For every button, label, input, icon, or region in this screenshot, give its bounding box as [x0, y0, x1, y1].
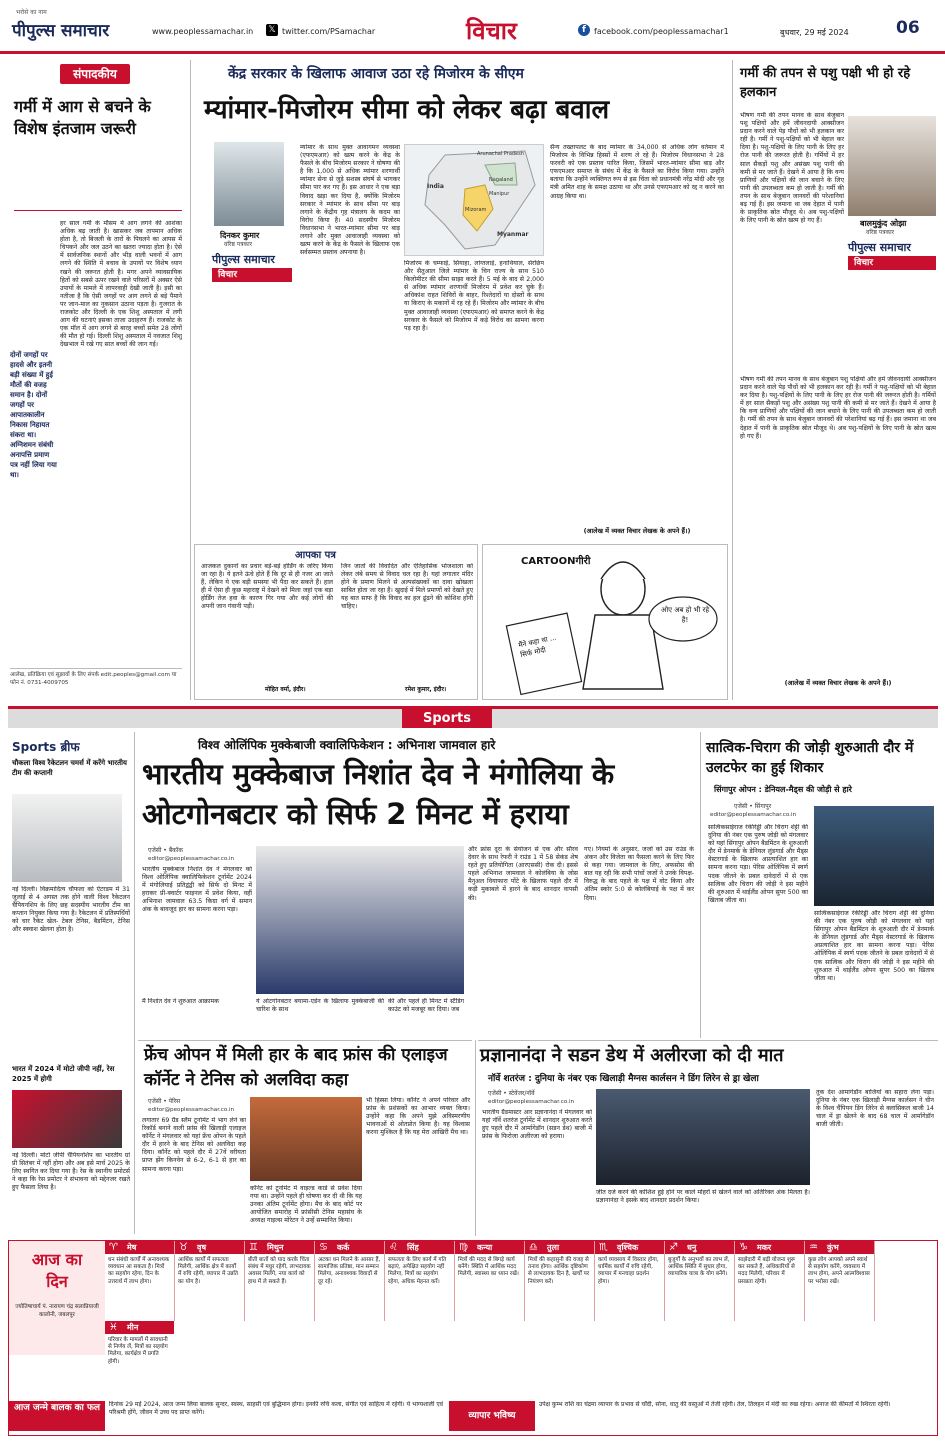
zodiac-text: परिवार के मामलों में सावधानी से निर्णय लें, मित्रों का सहयोग मिलेगा, कार्यक्षेत्र में प्रगति होगी। — [108, 1337, 168, 1365]
zodiac-vrishabh — [175, 1241, 245, 1321]
zodiac-makar — [735, 1241, 805, 1321]
boxing-place: बैंकॉक — [168, 847, 183, 854]
badminton-headline: सात्विक-चिराग की जोड़ी शुरुआती दौर में उलटफेर का हुई शिकार — [706, 740, 914, 776]
trade-text: उपेक्ष कुम्भ राशि का चंद्रमा व्यापार के प्रभाव से चाँदी, सोना, धातु की वस्तुओं में तेजी रहेगी। तेल, तिलहन में मंदी का रुख रहेगा। अनाज की कीमतों में स्थिरता रहेगी। — [539, 1401, 891, 1408]
letters-label: आपका पत्र — [295, 550, 336, 561]
editorial-side-quote: दोनों जगहों पर हादसे और इतनी बड़ी संख्या में हुई मौतों की वजह समान है। दोनों जगहों पर आपातकालीन निकास निहायत संकरा था। अग्निशमन संबंधी अनापत्ति प्रमाण पत्र नहीं लिया गया था। — [10, 351, 57, 479]
twitter-link[interactable]: twitter.com/PSamachar — [282, 27, 376, 36]
zodiac-vrishchik — [595, 1241, 665, 1321]
chess-email: editor@peoplessamachar.co.in — [488, 1099, 575, 1105]
aries-icon: ♈ — [109, 1242, 118, 1253]
birthday-label: आज जन्मे बालक का फल — [9, 1401, 105, 1431]
article-headline: म्यांमार-मिजोरम सीमा को लेकर बढ़ा बवाल — [204, 95, 610, 125]
date-text: बुधवार, 29 मई 2024 — [780, 28, 849, 37]
editorial-label: संपादकीय — [60, 64, 130, 84]
chess-agency: एजेंसी • स्टेवेंजर/नॉर्वे — [488, 1090, 535, 1097]
tennis-body-3: भी हिस्सा लिया। कॉर्नेट ने अपने परिवार और फ्रांस के प्रशंसकों का आभार व्यक्त किया। उन्होंने कहा कि अपने मुझे अविस्मरणीय भावनाओं से ओतप्रोत किया है। यह विश्वास करना मुश्किल है कि यह मेरा आखिरी मैच था। — [366, 1097, 470, 1137]
column-rule — [134, 732, 135, 1234]
zodiac-kark — [315, 1241, 385, 1321]
website-link[interactable]: www.peoplessamachar.in — [152, 27, 254, 36]
letters-section — [194, 544, 478, 700]
right-article-body-cont: भीषण गर्मी की तपन मानव के साथ बेजुबान पशु पक्षियों और हमें जीवनदायी आक्सीजन प्रदान करने वाले पेड़ पौधों को भी हलकान कर रही है। गर्मी ने पशु-पक्षियों को भी बेहाल कर दिया है। पशु-पक्षियों के लिए पानी के लिए हर रोज पानी की जरूरत होती है। गर्मियों में हर साल सैकड़ों पशु और असंख्य पशु पानी की कमी से मर जाते हैं। देखने में आया है कि वन्य प्राणियों और पक्षियों की जान बचाने के लिए पानी की उपलब्धता कम हो जाती है। गर्मी की तपन के साथ बेजुबान जानवरों की परेशानियां बढ़ गई हैं। इस जमाना था जब देहात में पानी के प्राकृतिक स्रोत मौजूद थे। अब पशु-पक्षियों के लिए पानी के स्रोत खत्म हो गए हैं। — [740, 376, 936, 440]
cartoon-label: CARTOONगीरी — [521, 556, 591, 567]
sagittarius-icon: ♐ — [669, 1242, 678, 1253]
tennis-body: लगातार 69 ग्रैंड स्लैम टूर्नामेंट में भाग लेने का रिकॉर्ड बनाने वाली फ्रांस की खिलाड़ी एलाइज कॉर्नेट ने मंगलवार को यहां फ्रेंच ओपन के पहले दौर में हारने के बाद टेनिस को अलविदा कह दिया। कॉर्नेट को पहले दौर में 27वें वरीयता प्राप्त झेंग किनवेन से 6-2, 6-1 से हार का सामना करना पड़ा। — [142, 1117, 246, 1173]
zodiac-text: सफलता के लिए कार्य में गति बढ़ाएं, अपेक्षित सहयोग नहीं मिलेगा, मित्रों का सहयोग रहेगा, अधिक मेहनत करें। — [388, 1257, 447, 1285]
boxing-headline: भारतीय मुक्केबाज निशांत देव ने मंगोलिया के ओटगोनबटार को सिर्फ 2 मिनट में हराया — [142, 757, 615, 831]
brief-1-body: नई दिल्ली। विक्रमादित्य चौफला को ऐंटरडम में 31 जुलाई से 4 अगस्त तक होने वाली विश्व रैकेटलन चैंपियनशिप के लिए छह सदस्यीय भारतीय टीम का कप्तान नियुक्त किया गया है। रैकेटलन में प्रतिस्पर्धियों को चार रैकेट खेल- टेबल टेनिस, बैडमिंटन, टेनिस और स्क्वाश खेलना होता है। — [12, 886, 130, 934]
zodiac-name: वृष — [197, 1243, 207, 1252]
column-rule — [700, 732, 701, 1038]
capricorn-icon: ♑ — [739, 1242, 748, 1253]
chess-body: भारतीय ग्रैंडमास्टर आर प्रज्ञानानंदा ने मंगलवार को यहां नॉर्वे शतरंज टूर्नामेंट में शानदार शुरुआत करते हुए पहले दौर में आर्मागेडॉन (सडन डेथ) बाजी में फ्रांस के फिरोजा अलीरजा को हराया। — [482, 1109, 592, 1141]
mizoram-map — [405, 145, 543, 255]
zodiac-name: कर्क — [337, 1243, 350, 1252]
chess-headline: प्रज्ञानानंदा ने सडन डेथ में अलीरजा को दी मात — [480, 1045, 784, 1066]
tennis-agency-name: एजेंसी — [148, 1098, 162, 1105]
map-label-arunachal: Arunachal Pradesh — [477, 151, 524, 157]
brief-2-title: भारत में 2024 में मोटो जीपी नहीं, रेस 2025 में होगी — [12, 1065, 115, 1083]
boxing-agency: एजेंसी • बैंकॉक — [148, 847, 183, 854]
badminton-agency: एजेंसी • सिंगापुर — [734, 803, 772, 810]
brief-1-title: चौकला विश्व रैकेटलन चमर्स में करेंगे भारतीय टीम की कप्तानी — [12, 759, 127, 777]
zodiac-text: साझेदारी में बड़ी योजना शुरू कर सकते हैं, अधिकारियों से मदद मिलेगी, परिवार में प्रसन्नता रहेगी। — [738, 1257, 796, 1285]
zodiac-text: आर्थिक कार्यों में सफलता मिलेगी, आर्थिक क्षेत्र में कार्यों में रुचि रहेगी, व्यापार में उन्नति का योग है। — [178, 1257, 238, 1285]
right-article-title: गर्मी की तपन से पशु पक्षी भी हो रहे हलकान — [740, 66, 911, 100]
gemini-icon: ♊ — [249, 1242, 258, 1253]
main-article — [194, 60, 729, 540]
tennis-place: पेरिस — [168, 1098, 181, 1105]
boxing-col-3: गए। नियमों के अनुसार, जजों को उस राउंड के अंकन और विजेता का फैसला करने के लिए फिर से कहा गया। जामवाल के लिए, अफसोस की बात यह रही कि सभी पांचों जजों ने उनके विपक्ष-विरुद्ध के बाद पहले के पक्ष में वोट किया और अंतिम स्कोर 5:0 से कोलंबियाई के पक्ष में कर दिया। — [584, 846, 694, 902]
chess-body-3: तुक देश आमागेडॉन बाजियों का सहारा लेना पड़ा। दुनिया के नंबर एक खिलाड़ी मैग्नस कार्लसन ने चीन के विश्व चैंपियन डिंग लिरेन से क्लासिकल बाजी 14 चाल में ड्रा खेलने के बाद 68 चाल में आर्मागेडॉन बाजी जीती। — [816, 1089, 934, 1129]
cartoon-bubble-text: ओए अब हो भी रहे है! — [660, 606, 710, 624]
column-rule — [475, 1040, 476, 1236]
leo-icon: ♌ — [389, 1242, 398, 1253]
facebook-link[interactable]: facebook.com/peoplessamachar1 — [594, 27, 729, 36]
article-footnote: (आलेख में व्यक्त विचार लेखक के अपने हैं।) — [583, 527, 691, 535]
letter-1: आजकल दुकानों का प्रचार बड़े-बड़े होर्डिंग के जरिए किया जा रहा है। ये इतने ऊंचे होते हैं कि दूर से ही नजर आ जाते हैं, लेकिन ये एक बड़ी समस्या भी पैदा कर सकते हैं। हाल ही में ऐसा ही कुछ महाराष्ट्र में देखने को मिला जहां एक बड़ा होर्डिंग तेज हवा के कारण गिर गया और कई लोगों की अपनी जान गंवानी पड़ी। — [201, 563, 333, 611]
horoscope-title: आज का दिन — [31, 1250, 83, 1291]
boxing-article — [138, 732, 698, 1038]
map-figure — [404, 144, 544, 256]
boxing-kicker: विश्व ओलिंपिक मुक्केबाजी क्वालिफिकेशन : अभिनाश जामवाल हारे — [198, 738, 496, 752]
zodiac-text: बुजुर्गों के अनुभवों का लाभ लें, आर्थिक स्थिति में सुधार होगा, व्यापारिक यात्रा के योग बनेंगे। — [668, 1257, 730, 1278]
right-article-body: भीषण गर्मी की तपन मानव के साथ बेजुबान पशु पक्षियों और हमें जीवनदायी आक्सीजन प्रदान करने वाले पेड़ पौधों को भी हलकान कर रही है। गर्मी ने पशु-पक्षियों को भी बेहाल कर दिया है। पशु-पक्षियों के लिए पानी के लिए हर रोज पानी की जरूरत होती है। गर्मियों में हर साल सैकड़ों पशु और असंख्य पशु पानी की कमी से मर जाते हैं। देखने में आया है कि वन्य प्राणियों और पक्षियों की जान बचाने के लिए पानी की उपलब्धता कम हो जाती है। गर्मी की तपन के साथ बेजुबान जानवरों की परेशानियां बढ़ गई हैं। इस जमाना था जब देहात में पानी के प्राकृतिक स्रोत मौजूद थे। अब पशु-पक्षियों के लिए पानी के स्रोत खत्म हो गए हैं। — [740, 112, 844, 225]
boxing-photo — [256, 846, 464, 994]
zodiac-tula — [525, 1241, 595, 1321]
horoscope-section — [8, 1240, 938, 1436]
zodiac-name: मेष — [127, 1243, 137, 1252]
cartoon-box — [482, 544, 728, 700]
logo-tag: भरोसे का नाम — [16, 9, 47, 16]
brand-logo-small: पीपुल्स समाचार — [212, 253, 275, 266]
zodiac-name: मकर — [757, 1243, 772, 1252]
column-rule — [190, 60, 191, 700]
badminton-body: सात्विकसाईराज रंकीरेड्डी और चिराग शेट्टी की दुनिया की नंबर एक पुरुष जोड़ी को मंगलवार को यहां सिंगापुर ओपन बैडमिंटन के शुरुआती दौर में डेनमार्क के डेनियल लुंडगार्ड और मैड्स वेस्टरगार्ड के खिलाफ अप्रत्याशित हार का सामना करना पड़ा। पेरिस ओलिंपिक में स्वर्ण पदक जीतने के प्रबल दावेदारों में से एक सात्विक और चिराग की जोड़ी ने इस महीने की शुरुआत में थाईलैंड ओपन सुपर 500 का खिताब जीता था। — [708, 824, 808, 904]
author-name: दिनकर कुमार — [220, 231, 260, 240]
letter-2: जिन जातों की विवादित और ऐतिहासिक भोजशाला को लेकर लंबे समय से विवाद चल रहा है। यहां लगातार मंदिर होने के प्रमाण मिलने से अल्पसंख्यकों का दावा खोखला साबित होता जा रहा है। खुदाई में मिले प्रमाणों को देखते हुए यह बात साफ है कि विवाद का हल ढूंढने की कोशिश होनी चाहिए। — [341, 563, 473, 611]
badminton-article — [704, 732, 938, 1038]
map-label-manipur: Manipur — [489, 191, 510, 197]
sports-banner — [8, 706, 938, 728]
map-label-mizoram: Mizoram — [465, 207, 487, 213]
zodiac-text: अटका धन मिलने के आसार हैं, सामाजिक प्रतिष्ठा, मान सम्मान मिलेगा, अनावश्यक विवादों से दूर रहें। — [318, 1257, 381, 1285]
zodiac-kumbh — [805, 1241, 875, 1321]
zodiac-text: बीती बातों को याद करके चिंता संबंध में मधुर रहेगी, लाभदायक अवसर मिलेंगे, नया कार्य को हाथ में ले सकते हैं। — [248, 1257, 311, 1285]
zodiac-text: कुछ लोग आपको अपने स्वार्थ से सहयोग करेंगे, व्यवसाय में लाभ होगा, अपने आत्मविश्वास पर भरोसा रखें। — [808, 1257, 870, 1285]
vichar-badge: विचार — [212, 268, 292, 282]
brief-2-body: नई दिल्ली। मोटो जीपी चैंपियनशिप का भारतीय ग्रां प्री सितंबर में नहीं होगा और अब इसे मार्च 2025 के लिए स्थगित कर दिया गया है। रेस के स्थानीय प्रमोटर्स ने कहा कि रेस प्रमोटर ने संभावना को मद्देनजर रखते हुए फैसला लिया है। — [12, 1152, 130, 1192]
zodiac-name: तुला — [547, 1243, 560, 1252]
boxing-col-2: और फ्रांस दूरा के सेयोजन से एक और सौरव देवार के साथ रेफरी ने राउंड 1 में 58 सेकंड शेष रहते हुए प्रतियोगिता (आरएससी) रोक दी। इससे पहले अभिनाश जामवाल ने कोलंबिया के जोस मैनुअल वियाफारा पोंटे के खिलाफ पहले दौर में कड़ी मुकाबले में हारने के बाद शानदार वापसी की। — [468, 846, 578, 902]
map-label-nagaland: Nagaland — [489, 177, 513, 183]
boxing-col-2b: मैं निशांत देव ने शुरुआत आक्रामक — [142, 998, 219, 1005]
badminton-photo — [814, 806, 934, 906]
map-label-india: India — [427, 183, 444, 190]
badminton-subhead: सिंगापुर ओपन : डेनियल-मैड्स की जोड़ी से हारे — [714, 785, 852, 794]
logo-text: पीपुल्स समाचार — [12, 21, 110, 41]
zodiac-text: धन संबंधी कार्यों में अनावश्यक व्यवधान आ सकता है। मित्रों का सहयोग रहेगा, दिन के उत्तरार्ध में लाभ होगा। — [108, 1257, 170, 1285]
brief-2-photo — [12, 1090, 122, 1148]
boxing-email: editor@peoplessamachar.co.in — [148, 856, 235, 862]
zodiac-text: मित्रों की कहासुनी की वजह से तनाव होगा। आर्थिक दृष्टिकोण से लाभदायक दिन है, खर्चों पर नियंत्रण करें। — [528, 1257, 590, 1285]
masthead — [0, 0, 945, 54]
badminton-email: editor@peoplessamachar.co.in — [710, 812, 797, 818]
editorial-section — [8, 60, 186, 700]
zodiac-name: मीन — [127, 1323, 139, 1332]
logo — [12, 18, 109, 41]
right-article — [736, 60, 938, 700]
page-number: 06 — [896, 18, 920, 38]
facebook-icon: f — [578, 24, 590, 36]
zodiac-mithun — [245, 1241, 315, 1321]
tennis-agency: एजेंसी • पेरिस — [148, 1098, 181, 1105]
author-role: वरिष्ठ पत्रकार — [866, 229, 895, 236]
zodiac-name: सिंह — [407, 1243, 419, 1252]
badminton-agency-name: एजेंसी — [734, 803, 748, 810]
boxing-caption: ये ओटगोनबटार बयामा-एर्डेन के खिलाफ मुक्केबाजी की चारिश के साथ — [256, 998, 384, 1014]
sports-label: Sports — [402, 709, 492, 728]
zodiac-name: कन्या — [477, 1243, 493, 1252]
article-column-1: म्यांमार के साथ मुक्त आवागमन व्यवस्था (एफएमआर) को खत्म करने के केंद्र के फैसले के बीच मिजोरम सरकार ने घोषणा की है कि 1,000 से अधिक म्यांमार शरणार्थी म्यांमार सेना से जुड़े सशस्त्र संघर्ष से भागकर सीमा पार कर गए हैं। इस आधार ने एक बड़ा विवाद खड़ा कर दिया है, क्योंकि मिजोरम सरकार ने म्यांमार के साथ सीमा पर बाड़ लगाने के केंद्रीय गृह मंत्रालय के कदम का विरोध किया है। 40 सदस्यीय मिजोरम विधानसभा ने भारत-म्यांमार सीमा पर बाड़ लगाने और मुक्त आवाजाही व्यवस्था को खत्म करने के केंद्र के फैसले के खिलाफ एक सर्वसम्मत प्रस्ताव अपनाया है। — [300, 144, 400, 257]
column-rule — [732, 60, 733, 700]
editorial-body: हर साल गर्मी के मौसम में आग लगने की आशंका अधिक बढ़ जाती है। खासकर जब तापमान अधिक होता है, तो बिजली के तारों के पिघलने का आपस में चिपकने और जल उठने का खतरा ज्यादा होता है। ऐसे में सार्वजनिक स्थानों और भीड़ वाली भवनों में आग लगने की स्थिति में बचाव के उपायों पर विशेष ध्यान रखने की जरूरत होती है। मगर अपने व्यावसायिक हितों को सबसे ऊपर रखने वाले परिसरों में अक्सर ऐसे उपायों के मामले में लापरवाही देखी जाती है। इसी का नतीजा है कि ऐसी जगहों पर आग लगने से बड़े पैमाने पर जान-माल का नुकसान उठाना पड़ता है। गुजरात के राजकोट और दिल्ली के एक शिशु अस्पताल में लगी आग की घटनाएं इसका ताजा उदाहरण हैं। राजकोट के एक मॉल में आग लगने से बारह बच्चों समेत 28 लोगों की मौत हो गई। दिल्ली शिशु अस्पताल में नवजात शिशु देखभाल में रखे गए सात बच्चों की जान गई। — [60, 220, 182, 349]
right-article-footnote: (आलेख में व्यक्त विचार लेखक के अपने हैं।) — [784, 679, 892, 687]
sports-brief — [8, 732, 132, 1234]
boxing-agency-name: एजेंसी — [148, 847, 162, 854]
author-photo — [848, 116, 936, 216]
brand-logo-small: पीपुल्स समाचार — [848, 241, 911, 254]
editorial-title: गर्मी में आग से बचने के विशेष इंतजाम जरूरी — [14, 97, 151, 138]
zodiac-text: मित्रों की मदद से बिगड़े कार्य बनेंगे। स्थिति में आर्थिक मदद मिलेगी, स्वास्थ्य का ध्यान रखें। — [458, 1257, 519, 1278]
libra-icon: ♎ — [529, 1242, 538, 1253]
chess-article — [478, 1040, 938, 1236]
zodiac-dhanu — [665, 1241, 735, 1321]
tennis-email: editor@peoplessamachar.co.in — [148, 1107, 235, 1113]
author-photo — [214, 142, 284, 226]
pisces-icon: ♓ — [109, 1322, 118, 1333]
zodiac-name: धनु — [687, 1243, 697, 1252]
trade-label: व्यापार भविष्य — [449, 1401, 535, 1431]
astrologer-credit: ज्योतिषाचार्य पं. नारायण चंद्र सलाप्रियाजी कालोनी, जबलपुर — [15, 1304, 99, 1318]
zodiac-name: कुंभ — [827, 1243, 839, 1252]
brief-1-photo — [12, 794, 122, 882]
author-role: वरिष्ठ पत्रकार — [224, 241, 253, 248]
horoscope-title-box — [9, 1241, 105, 1355]
tennis-article — [138, 1040, 472, 1236]
editorial-footer: आलेख, प्रतिक्रिया एवं सुझावों के लिए संपर्क edit.peoples@gmail.com या फोन नं. 0731-4009705 — [10, 668, 182, 687]
zodiac-meen — [105, 1321, 174, 1401]
scorpio-icon: ♏ — [599, 1242, 608, 1253]
chess-place: स्टेवेंजर/नॉर्वे — [508, 1090, 535, 1097]
boxing-caption-2: की और पहले ही मिनट में स्टैंडिंग काउंट को मजबूर कर दिया। जब — [388, 998, 464, 1014]
cartoon-sign-text: मैंने कहा था ... सिर्फ मोदी — [517, 633, 558, 660]
chess-body-2: जीत दर्ज करने की कोशिश हुई होने पर काले मोहरों से खेलने वाले को अतिरिक्त अंक मिलता है। प्रज्ञानानंदा ने इसके बाद शानदार प्रदर्शन किया। — [596, 1189, 810, 1205]
zodiac-name: मिथुन — [267, 1243, 284, 1252]
zodiac-text: कार्य व्यवसाय में विस्तार होगा, धार्मिक कार्यों में रुचि रहेगी, व्यापार में मनचाहा प्रदर्शन होगा। — [598, 1257, 659, 1285]
chess-subhead: नॉर्वे शतरंज : दुनिया के नंबर एक खिलाड़ी मैग्नस कार्लसन ने डिंग लिरेन से ड्रा खेला — [488, 1074, 759, 1084]
tennis-headline: फ्रेंच ओपन में मिली हार के बाद फ्रांस की एलाइज कॉर्नेट ने टेनिस को अलविदा कहा — [144, 1045, 448, 1090]
virgo-icon: ♍ — [459, 1242, 468, 1253]
badminton-body-cont: सात्विकसाईराज रंकीरेड्डी और चिराग शेट्टी की दुनिया की नंबर एक पुरुष जोड़ी को मंगलवार को यहां सिंगापुर ओपन बैडमिंटन के शुरुआती दौर में डेनमार्क के डेनियल लुंडगार्ड और मैड्स वेस्टरगार्ड के खिलाफ अप्रत्याशित हार का सामना करना पड़ा। पेरिस ओलिंपिक में स्वर्ण पदक जीतने के प्रबल दावेदारों में से एक सात्विक और चिराग की जोड़ी ने इस महीने की शुरुआत में थाईलैंड ओपन सुपर 500 का खिताब जीता था। — [814, 910, 934, 982]
zodiac-mesh — [105, 1241, 175, 1321]
sports-brief-label: Sports ब्रीफ — [12, 740, 80, 754]
zodiac-kanya — [455, 1241, 525, 1321]
editorial-divider — [14, 210, 182, 211]
author-name: बालमुकुंद ओझा — [860, 219, 907, 228]
boxing-col-1: भारतीय मुक्केबाज निशांत देव ने मंगलवार को विश्व ओलिंपिक क्वालिफिकेशन टूर्नामेंट 2024 में मंगोलियाई प्रतिद्वंद्वी को सिर्फ दो मिनट में हराकर प्री-क्वार्टर फाइनल में प्रवेश किया, वहीं अभिनाश जामवाल 63.5 किग्रा वर्ग में समान अंक के बावजूद हार का सामना करना पड़ा। — [142, 866, 252, 914]
article-column-2: मिजोरम के चम्फाई, सियाहा, लांग्तलाई, हनाथियाल, सेरछिप और सैतुआल जिले म्यांमार के चिन राज्य के साथ 510 किलोमीटर की सीमा साझा करते हैं। 5 मई के बाद से 2,000 से अधिक म्यांमार शरणार्थी मिजोरम में प्रवेश कर चुके हैं। अधिकांश राहत शिविरों के बाहर, रिश्तेदारों या दोस्तों के साथ या किराए के मकानों में रह रहे हैं। मिजोरम और म्यांमार के बीच मुक्त आवाजाही व्यवस्था (एफएमआर) को समाप्त करने के केंद्र सरकार के फैसले को मिजोरम में कड़े विरोध का सामना करना पड़ रहा है। — [404, 260, 544, 332]
article-column-3: सैन्य तख्तापलट के बाद म्यांमार के 34,000 से अधिक लोग वर्तमान में मिजोरम के विभिन्न हिस्सों में शरण ले रहे हैं। मिजोरम विधानसभा ने 28 फरवरी को एक प्रस्ताव पारित किया, जिसमें भारत-म्यांमार सीमा बाड़ और एफएमआर समाप्त के संबंध में केंद्र के फैसले का विरोध किया गया। उन्होंने बताया कि उन्होंने व्यक्तिगत रूप से इस चिंता को प्रधानमंत्री नरेंद्र मोदी और गृह मंत्री अमित शाह के समक्ष उठाया था और उनसे एफएमआर को रद्द न करने का आग्रह किया था। — [550, 144, 724, 200]
letter-1-sign: मोहित वर्मा, इंदौर। — [265, 686, 306, 693]
chess-photo — [596, 1089, 810, 1185]
map-label-myanmar: Myanmar — [497, 231, 529, 238]
taurus-icon: ♉ — [179, 1242, 188, 1253]
section-title: विचार — [466, 17, 517, 45]
zodiac-name: वृश्चिक — [617, 1243, 639, 1252]
twitter-icon: 𝕏 — [266, 24, 278, 36]
cancer-icon: ♋ — [319, 1242, 328, 1253]
badminton-place: सिंगापुर — [754, 803, 772, 810]
article-kicker: केंद्र सरकार के खिलाफ आवाज उठा रहे मिजोरम के सीएम — [228, 66, 524, 82]
zodiac-singh — [385, 1241, 455, 1321]
zodiac-grid — [105, 1241, 937, 1365]
vichar-badge: विचार — [848, 256, 936, 270]
letter-2-sign: रमेश कुमार, इंदौर। — [405, 686, 447, 693]
tennis-photo — [250, 1097, 362, 1181]
birthday-text: दिनांक 29 मई 2024, आज जन्म लिया बालक सुन्दर, स्वस्थ, साहसी एवं बुद्धिमान होगा। इनकी रुचि कला, संगीत एवं साहित्य में रहेगी। ये भाग्यशाली एवं परिश्रमी होंगे, जीवन में उच्च पद प्राप्त करेंगे। — [109, 1401, 443, 1417]
tennis-body-2: कॉर्नेट को टूर्नामेंट में वाइल्ड कार्ड से प्रवेश दिया गया था। उन्होंने पहले ही घोषणा कर दी थी कि यह उनका अंतिम टूर्नामेंट होगा। मैच के बाद कोर्ट पर आयोजित समारोह में फ्रांसीसी टेनिस महासंघ के अध्यक्ष गाइल्स मोरेटन ने उन्हें सम्मानित किया। — [250, 1185, 362, 1225]
aquarius-icon: ♒ — [809, 1242, 818, 1253]
chess-agency-name: एजेंसी — [488, 1090, 502, 1097]
